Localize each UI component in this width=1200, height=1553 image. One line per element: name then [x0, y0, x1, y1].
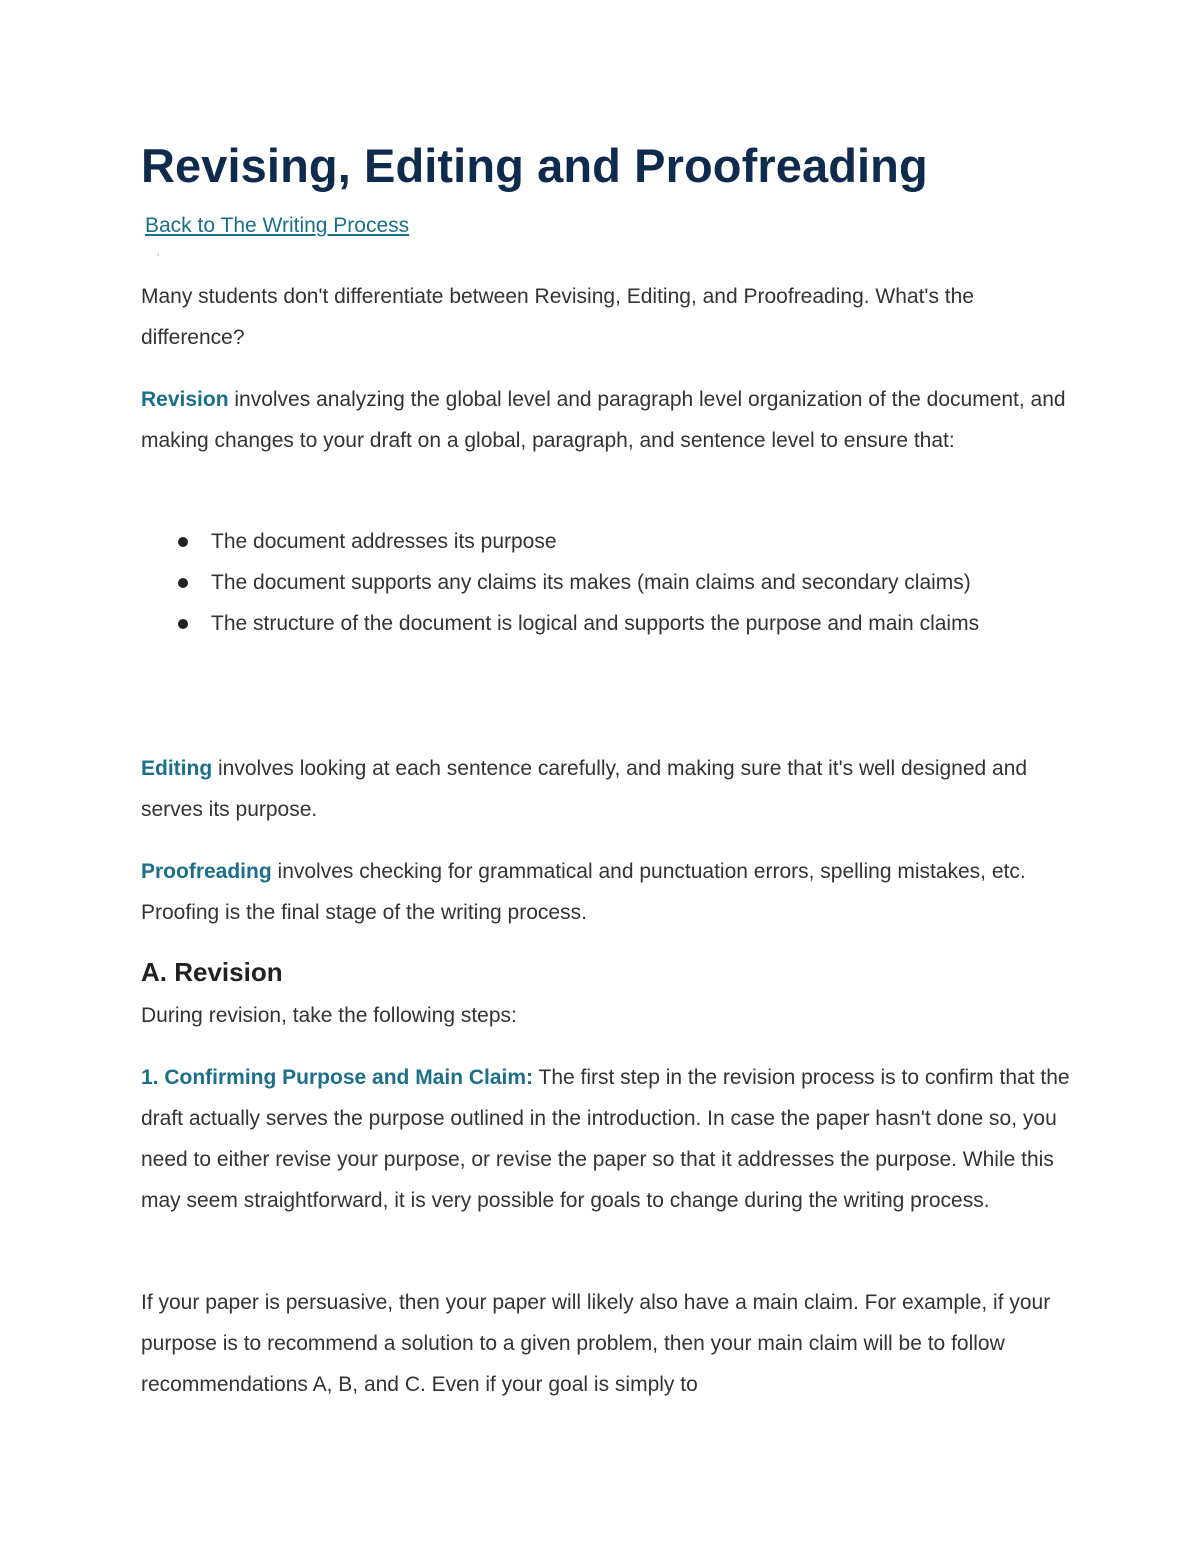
revision-term: Revision	[141, 388, 229, 411]
separator-mark: '	[157, 252, 160, 264]
editing-paragraph	[141, 748, 1071, 830]
list-item: The document addresses its purpose	[141, 521, 1071, 562]
list-item: The structure of the document is logical and supports the purpose and main claims	[141, 603, 1071, 644]
proofreading-paragraph	[141, 851, 1071, 933]
persuasive-paragraph: If your paper is persuasive, then your paper will likely also have a main claim. For example, if your purpose is to recommend a solution to a given problem, then your main claim will be to follow recommendations A, B, and C. Even if your goal is simply to	[141, 1291, 1051, 1396]
page-title: Revising, Editing and Proofreading	[141, 139, 928, 192]
proofreading-term: Proofreading	[141, 860, 272, 883]
step-1-paragraph	[141, 1057, 1071, 1221]
step-1-term: 1. Confirming Purpose and Main Claim:	[141, 1066, 534, 1089]
list-item: The document supports any claims its makes (main claims and secondary claims)	[141, 562, 1071, 603]
revision-text: involves analyzing the global level and paragraph level organization of the document, and making changes to your draft on a global, paragraph, and sentence level to ensure that:	[141, 388, 1066, 452]
proofreading-text: involves checking for grammatical and punctuation errors, spelling mistakes, etc. Proofing is the final stage of the writing process.	[141, 860, 1026, 924]
section-a-heading: A. Revision	[141, 957, 283, 987]
step-1-text: The first step in the revision process is to confirm that the draft actually serves the purpose outlined in the introduction. In case the paper hasn't done so, you need to either revise your purpose, or revise the paper so that it addresses the purpose. While this may seem straightforward, it is very possible for goals to change during the writing process.	[141, 1066, 1070, 1212]
revision-criteria-list	[141, 521, 1071, 644]
editing-term: Editing	[141, 757, 213, 780]
section-a-lead: During revision, take the following steps:	[141, 1004, 517, 1027]
editing-text: involves looking at each sentence carefully, and making sure that it's well designed and serves its purpose.	[141, 757, 1028, 821]
intro-paragraph: Many students don't differentiate between Revising, Editing, and Proofreading. What's the difference?	[141, 285, 974, 349]
back-to-writing-process-link[interactable]: Back to The Writing Process	[145, 214, 410, 237]
revision-paragraph	[141, 379, 1071, 461]
